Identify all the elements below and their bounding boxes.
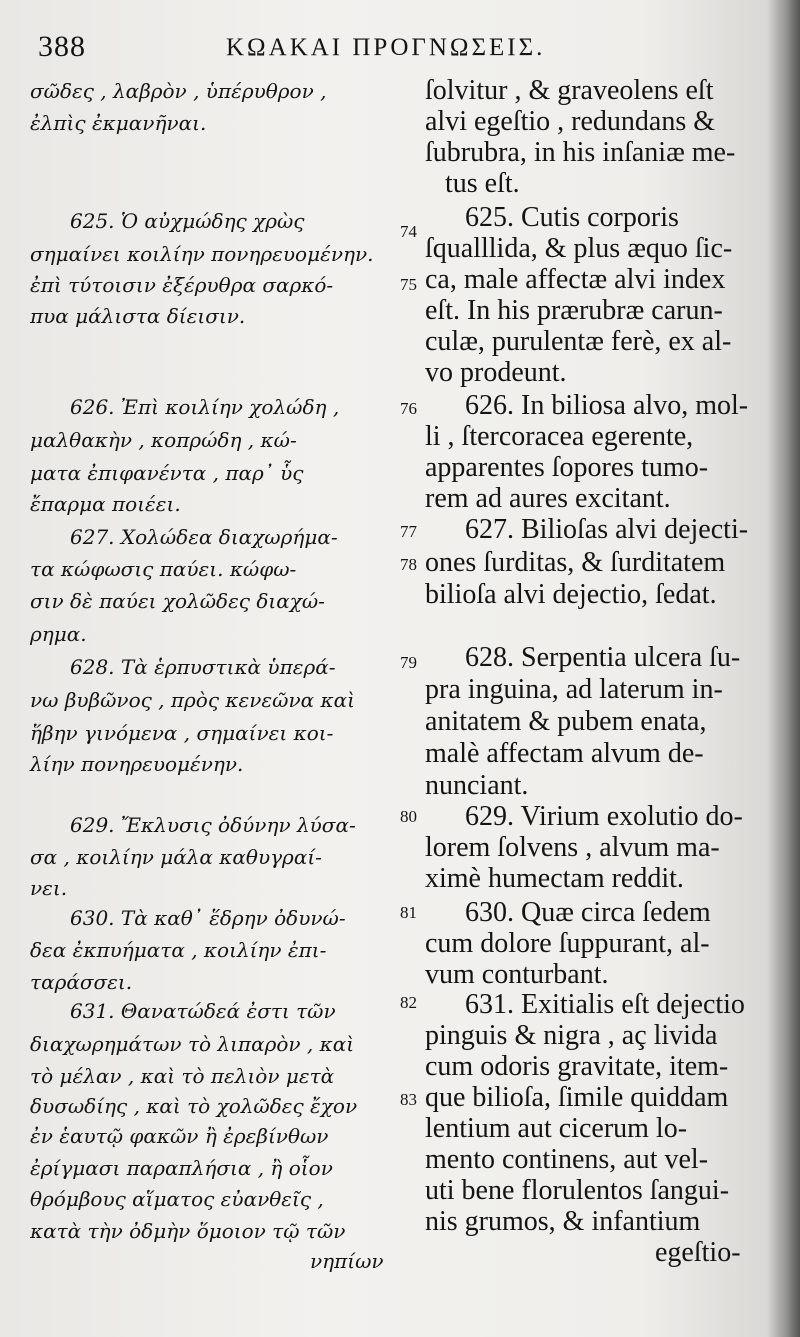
greek-line: ἐλπὶς ἐκμανῆναι. <box>30 111 207 135</box>
margin-number: 83 <box>400 1090 417 1109</box>
greek-line: διαχωρημάτων τὸ λιπαρὸν , καὶ <box>30 1032 355 1056</box>
latin-line: malè affectam alvum de- <box>425 738 704 769</box>
margin-number: 74 <box>400 222 417 241</box>
latin-line: cum dolore ſuppurant, al- <box>425 928 710 959</box>
latin-line: lorem ſolvens , alvum ma- <box>425 832 720 863</box>
greek-line: ρημα. <box>30 622 87 646</box>
greek-line: νει. <box>30 876 68 900</box>
greek-line: πυα μάλιστα δίεισιν. <box>30 304 246 328</box>
greek-line: λίην πονηρευομένην. <box>30 752 244 776</box>
margin-number: 78 <box>400 555 417 574</box>
latin-line: uti bene florulentos ſangui- <box>425 1175 730 1206</box>
latin-line: 631. Exitialis eſt dejectio <box>465 989 745 1020</box>
greek-line: 631. Θανατώδεά ἐστι τῶν <box>70 999 336 1023</box>
latin-line: li , ſtercoracea egerente, <box>425 421 694 452</box>
latin-line: ſqualllida, & plus æquo ſic- <box>425 233 733 264</box>
running-head: ΚΩΑΚΑΙ ΠΡΟΓΝΩΣΕΙΣ. <box>226 34 546 61</box>
latin-line: anitatem & pubem enata, <box>425 706 707 737</box>
page-header <box>30 22 770 72</box>
greek-line: 628. Τὰ ἑρπυστικὰ ὑπερά- <box>70 655 336 679</box>
latin-line: vum conturbant. <box>425 959 609 990</box>
greek-line: ἐπὶ τύτοισιν ἐξέρυθρα σαρκό- <box>30 273 334 297</box>
greek-line: ἥβην γινόμενα , σημαίνει κοι- <box>30 721 334 745</box>
greek-line: σιν δὲ παύει χολῶδες διαχώ- <box>30 589 325 613</box>
latin-line: egeſtio- <box>655 1237 741 1268</box>
latin-line: ſubrubra, in his inſaniæ me- <box>425 137 736 168</box>
latin-line: 630. Quæ circa ſedem <box>465 897 711 928</box>
latin-line: 627. Bilioſas alvi dejecti- <box>465 514 749 545</box>
latin-line: lentium aut cicerum lo- <box>425 1113 688 1144</box>
greek-line: θρόμβους αἵματος εὐανθεῖς , <box>30 1187 324 1211</box>
latin-line: tus eſt. <box>445 168 520 199</box>
margin-number: 76 <box>400 399 417 418</box>
latin-line: cum odoris gravitate, item- <box>425 1051 729 1082</box>
greek-line: τὸ μέλαν , καὶ τὸ πελιὸν μετὰ <box>30 1064 335 1088</box>
latin-line: 628. Serpentia ulcera ſu- <box>465 642 741 673</box>
latin-line: pinguis & nigra , aç livida <box>425 1020 718 1051</box>
greek-line: ταράσσει. <box>30 970 133 994</box>
margin-number: 81 <box>400 903 417 922</box>
latin-line: 629. Virium exolutio do- <box>465 801 743 832</box>
greek-line: 625. Ὁ αὐχμώδης χρὼς <box>70 209 305 233</box>
latin-line: que bilioſa, ſimile quiddam <box>425 1082 729 1113</box>
greek-line: μαλθακὴν , κοπρώδη , κώ- <box>30 428 297 452</box>
margin-number: 79 <box>400 653 417 672</box>
greek-line: δυσωδίης , καὶ τὸ χολῶδες ἔχον <box>30 1094 358 1118</box>
latin-line: culæ, purulentæ ferè, ex al- <box>425 326 732 357</box>
greek-line: ἔπαρμα ποιέει. <box>30 492 181 516</box>
greek-line: νηπίων <box>310 1249 384 1273</box>
latin-line: ximè humectam reddit. <box>425 863 684 894</box>
page-gutter-shadow <box>766 0 800 1337</box>
latin-line: pra inguina, ad laterum in- <box>425 674 723 705</box>
latin-line: vo prodeunt. <box>425 357 567 388</box>
greek-line: ἐρίγμασι παραπλήσια , ἢ οἷον <box>30 1156 333 1180</box>
greek-line: 630. Τὰ καθ᾽ ἕδρην ὀδυνώ- <box>70 906 346 930</box>
greek-line: 627. Χολώδεα διαχωρήμα- <box>70 525 338 549</box>
latin-line: 625. Cutis corporis <box>465 202 679 233</box>
latin-line: ca, male affectæ alvi index <box>425 264 726 295</box>
latin-line: alvi egeſtio , redundans & <box>425 106 716 137</box>
greek-line: νω βυβῶνος , πρὸς κενεῶνα καὶ <box>30 688 355 712</box>
margin-number: 80 <box>400 807 417 826</box>
latin-line: ones ſurditas, & ſurditatem <box>425 547 726 578</box>
margin-number: 77 <box>400 522 417 541</box>
latin-line: bilioſa alvi dejectio, ſedat. <box>425 579 717 610</box>
latin-line: eſt. In his prærubræ carun- <box>425 295 723 326</box>
latin-line: 626. In biliosa alvo, mol- <box>465 390 749 421</box>
greek-line: ἐν ἑαυτῷ φακῶν ἢ ἐρεβίνθων <box>30 1124 329 1148</box>
greek-line: 629. Ἔκλυσις ὀδύνην λύσα- <box>70 813 356 837</box>
margin-number: 82 <box>400 993 417 1012</box>
greek-line: σα , κοιλίην μάλα καθυγραί- <box>30 845 322 869</box>
latin-line: mento continens, aut vel- <box>425 1144 709 1175</box>
greek-line: δεα ἐκπυήματα , κοιλίην ἐπι- <box>30 938 327 962</box>
page-number: 388 <box>38 30 86 63</box>
greek-line: τα κώφωσις παύει. κώφω- <box>30 557 297 581</box>
latin-line: ſolvitur , & graveolens eſt <box>425 75 714 106</box>
greek-line: ματα ἐπιφανέντα , παρ᾽ ὗς <box>30 461 304 485</box>
greek-line: σημαίνει κοιλίην πονηρευομένην. <box>30 242 374 266</box>
greek-line: κατὰ τὴν ὀδμὴν ὅμοιον τῷ τῶν <box>30 1219 346 1243</box>
latin-line: rem ad aures excitant. <box>425 483 671 514</box>
latin-line: nis grumos, & infantium <box>425 1206 701 1237</box>
greek-line: 626. Ἐπὶ κοιλίην χολώδη , <box>70 395 340 419</box>
margin-number: 75 <box>400 275 417 294</box>
greek-line: σῶδες , λαβρὸν , ὑπέρυθρον , <box>30 79 327 103</box>
latin-line: apparentes ſopores tumo- <box>425 452 709 483</box>
latin-line: nunciant. <box>425 770 529 801</box>
